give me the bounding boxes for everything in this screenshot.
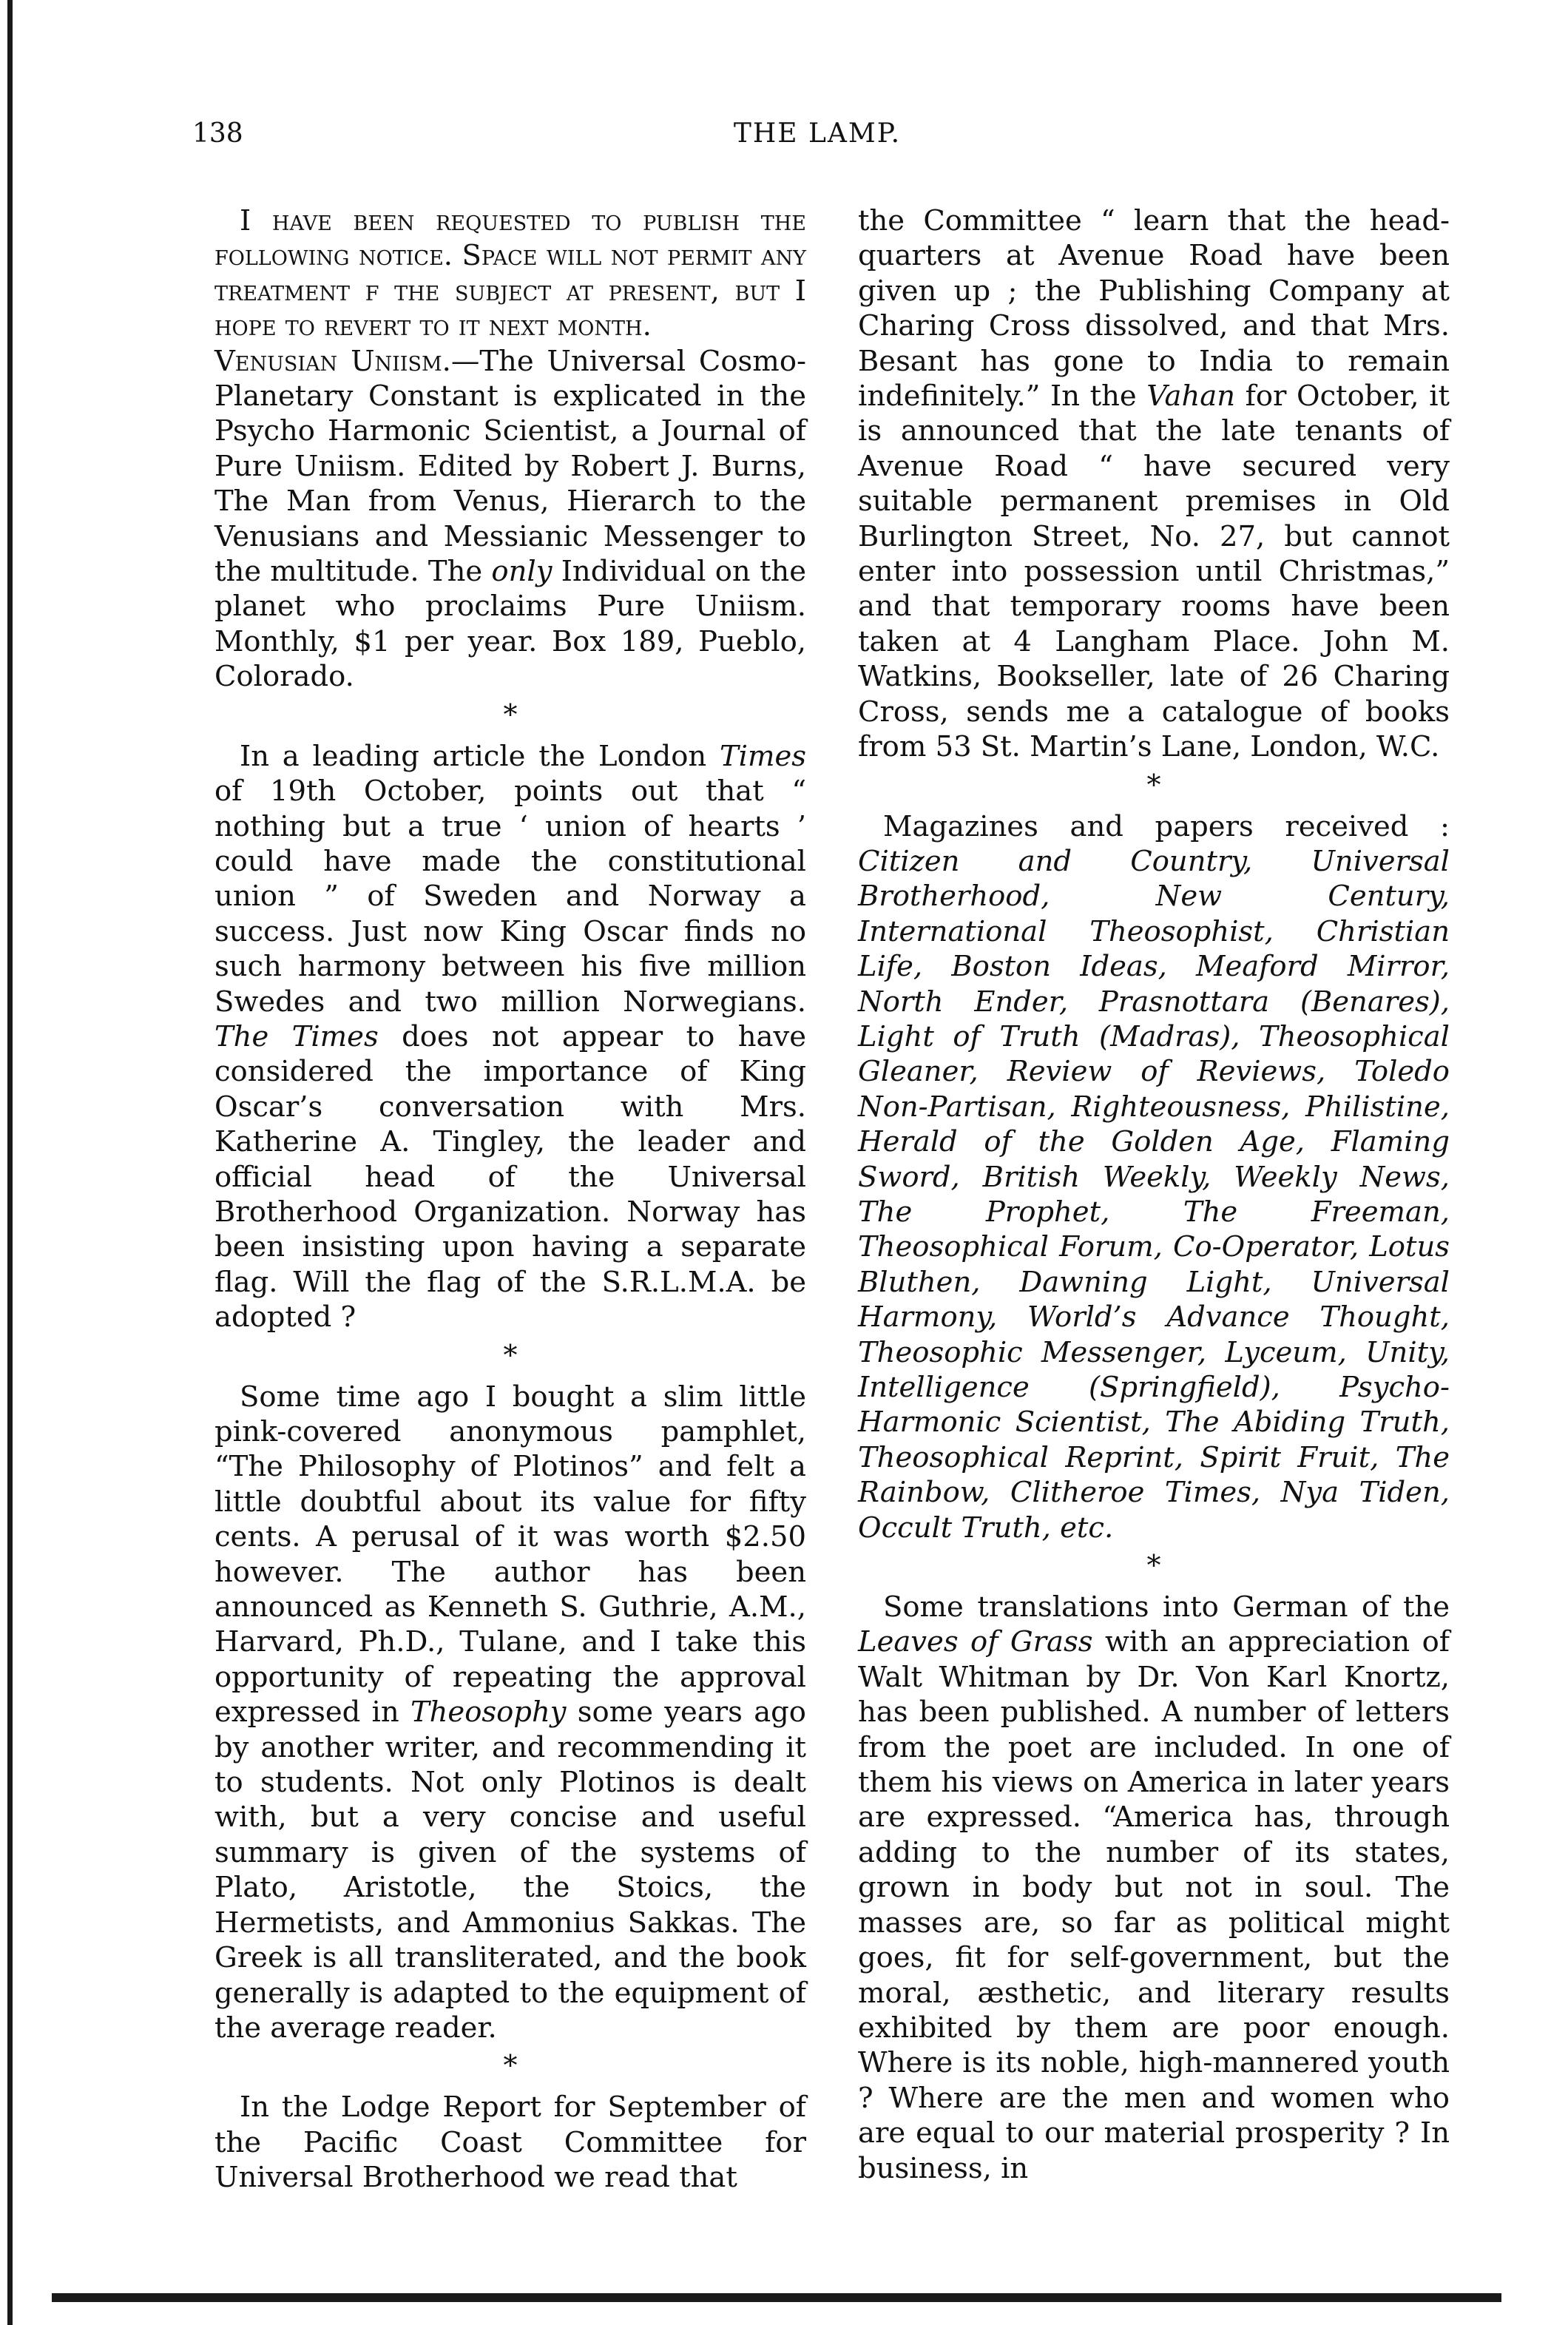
paragraph-times-article: In a leading article the London Times of 19th October, points out that “ nothing but a true ‘ union of hearts ’ could have made the constitutional union ” of Sweden and Norway a success. Just now King Oscar finds no such harmony between his five million Swedes and two million Norwegians. The Times does not appear to have considered the importance of King Oscar’s conversation with Mrs. Katherine A. Tingley, the leader and official head of the Universal Brotherhood Organization. Norway has been insisting upon having a separate flag. Will the flag of the S.R.L.M.A. be adopted ?: [214, 739, 806, 1334]
paragraph-plotinos: Some time ago I bought a slim little pink-covered anonymous pamphlet, “The Philosophy of Plotinos” and felt a little doubtful about its value for fifty cents. A perusal of it was worth $2.50 however. The author has been announced as Kenneth S. Guthrie, A.M., Harvard, Ph.D., Tulane, and I take this opportunity of repeating the approval expressed in Theosophy some years ago by another writer, and recommending it to students. Not only Plotinos is dealt with, but a very concise and useful summary is given of the systems of Plato, Aristotle, the Stoics, the Hermetists, and Ammonius Sakkas. The Greek is all transliterated, and the book generally is adapted to the equipment of the average reader.: [214, 1380, 806, 2045]
left-column: [214, 203, 806, 2196]
section-separator: *: [503, 698, 518, 731]
paragraph-venusian-uniism: Venusian Uniism.—The Universal Cosmo-Planetary Constant is explicated in the Psycho Harmonic Scientist, a Journal of Pure Uniism. Edited by Robert J. Burns, The Man from Venus, Hierarch to the Venusians and Messianic Messenger to the multitude. The only Individual on the planet who proclaims Pure Uniism. Monthly, $1 per year. Box 189, Pueblo, Colorado.: [214, 344, 807, 694]
section-separator: *: [1146, 1549, 1161, 1582]
right-column: [858, 203, 1450, 2186]
page-header: [192, 118, 1442, 163]
section-separator: *: [1146, 768, 1161, 801]
section-separator: *: [503, 1338, 518, 1371]
paragraph-magazines: Magazines and papers received : Citizen and Country, Universal Brotherhood, New Century, International Theosophist, Christian Life, Boston Ideas, Meaford Mirror, North Ender, Prasnottara (Benares), Light of Truth (Madras), Theosophical Gleaner, Review of Reviews, Toledo Non-Partisan, Righteousness, Philistine, Herald of the Golden Age, Flaming Sword, British Weekly, Weekly News, The Prophet, The Freeman, Theosophical Forum, Co-Operator, Lotus Bluthen, Dawning Light, Universal Harmony, World’s Advance Thought, Theosophic Messenger, Lyceum, Unity, Intelligence (Springfield), Psycho-Harmonic Scientist, The Abiding Truth, Theosophical Reprint, Spirit Fruit, The Rainbow, Clitheroe Times, Nya Tiden, Occult Truth, etc.: [858, 809, 1450, 1545]
section-separator: *: [503, 2049, 518, 2082]
magazines-list: Citizen and Country, Universal Brotherhood, New Century, International Theosophist, Christian Life, Boston Ideas, Meaford Mirror, North Ender, Prasnottara (Benares), Light of Truth (Madras), Theosophical Gleaner, Review of Reviews, Toledo Non-Partisan, Righteousness, Philistine, Herald of the Golden Age, Flaming Sword, British Weekly, Weekly News, The Prophet, The Freeman, Theosophical Forum, Co-Operator, Lotus Bluthen, Dawning Light, Universal Harmony, World’s Advance Thought, Theosophic Messenger, Lyceum, Unity, Intelligence (Springfield), Psycho-Harmonic Scientist, The Abiding Truth, Theosophical Reprint, Spirit Fruit, The Rainbow, Clitheroe Times, Nya Tiden, Occult Truth, etc.: [858, 844, 1450, 1545]
venusian-heading: Venusian Uniism.: [214, 344, 451, 378]
page-number: 138: [192, 118, 243, 149]
paragraph-lodge-report-continued: the Committee “ learn that the head-quarters at Avenue Road have been given up ; the Publishing Company at Charing Cross dissolved, and that Mrs. Besant has gone to India to remain indefinitely.” In the Vahan for October, it is announced that the late tenants of Avenue Road “ have secured very suitable permanent premises in Old Burlington Street, No. 27, but cannot enter into possession until Christmas,” and that temporary rooms have been taken at 4 Langham Place. John M. Watkins, Bookseller, late of 26 Charing Cross, sends me a catalogue of books from 53 St. Martin’s Lane, London, W.C.: [858, 204, 1450, 764]
running-head: THE LAMP.: [733, 118, 902, 149]
paragraph-whitman: Some translations into German of the Leaves of Grass with an appreciation of Walt Whitman by Dr. Von Karl Knortz, has been published. A number of letters from the poet are included. In one of them his views on America in later years are expressed. “America has, through adding to the number of its states, grown in body but not in soul. The masses are, so far as political might goes, fit for self-government, but the moral, æsthetic, and literary results exhibited by them are poor enough. Where is its noble, high-mannered youth ? Where are the men and women who are equal to our material prosperity ? In business, in: [858, 1590, 1450, 2185]
paragraph-lodge-report: In the Lodge Report for September of the Pacific Coast Committee for Universal Brotherhood we read that: [214, 2091, 806, 2195]
scan-left-edge: [7, 0, 13, 2325]
paragraph-notice: I have been requested to publish the following notice. Space will not permit any treatment f the subject at present, but I hope to revert to it next month.: [214, 204, 806, 343]
scan-bottom-edge: [52, 2293, 1501, 2302]
